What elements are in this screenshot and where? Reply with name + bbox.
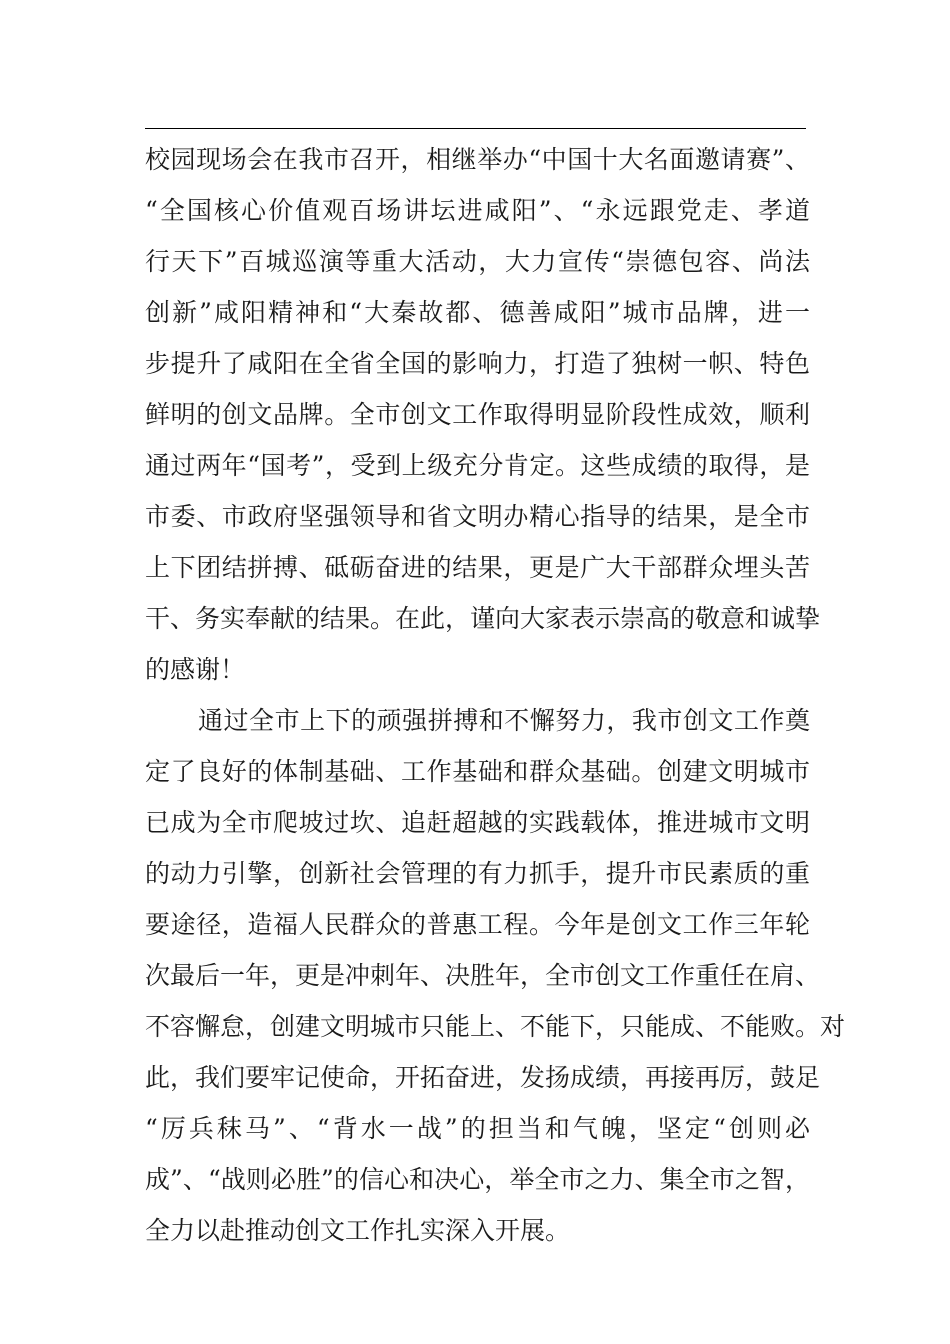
text-line: 定了良好的体制基础、工作基础和群众基础。创建文明城市 xyxy=(145,757,810,786)
text-line: 全力以赴推动创文工作扎实深入开展。 xyxy=(145,1216,571,1245)
text-line: “全国核心价值观百场讲坛进咸阳”、“永远跟党走、孝道 xyxy=(145,196,810,225)
text-line: 校园现场会在我市召开，相继举办“中国十大名面邀请赛”、 xyxy=(145,145,810,174)
text-line: 通过两年“国考”，受到上级充分肯定。这些成绩的取得，是 xyxy=(145,451,810,480)
text-line: 次最后一年，更是冲刺年、决胜年，全市创文工作重任在肩、 xyxy=(145,961,821,990)
text-line: 干、务实奉献的结果。在此，谨向大家表示崇高的敬意和诚挚 xyxy=(145,604,821,633)
text-line: 步提升了咸阳在全省全国的影响力，打造了独树一帜、特色 xyxy=(145,349,810,378)
text-line: 已成为全市爬坡过坎、追赶超越的实践载体，推进城市文明 xyxy=(145,808,810,837)
text-line: 通过全市上下的顽强拼搏和不懈努力，我市创文工作奠 xyxy=(198,706,810,735)
text-line: 成”、“战则必胜”的信心和决心，举全市之力、集全市之智， xyxy=(145,1165,810,1194)
paragraph-1 xyxy=(145,134,821,695)
text-line: 行天下”百城巡演等重大活动，大力宣传“崇德包容、尚法 xyxy=(145,247,810,276)
body-text xyxy=(145,134,846,1256)
text-line: 市委、市政府坚强领导和省文明办精心指导的结果，是全市 xyxy=(145,502,810,531)
text-line: 鲜明的创文品牌。全市创文工作取得明显阶段性成效，顺利 xyxy=(145,400,810,429)
text-line: 此，我们要牢记使命，开拓奋进，发扬成绩，再接再厉，鼓足 xyxy=(145,1063,821,1092)
text-line: 创新”咸阳精神和“大秦故都、德善咸阳”城市品牌，进一 xyxy=(145,298,810,327)
text-line: 不容懈怠，创建文明城市只能上、不能下，只能成、不能败。对 xyxy=(145,1012,846,1041)
text-line: 要途径，造福人民群众的普惠工程。今年是创文工作三年轮 xyxy=(145,910,810,939)
text-line: 的动力引擎，创新社会管理的有力抓手，提升市民素质的重 xyxy=(145,859,810,888)
header-rule xyxy=(145,128,806,129)
paragraph-2 xyxy=(145,695,846,1256)
text-line: “厉兵秣马”、“背水一战”的担当和气魄，坚定“创则必 xyxy=(145,1114,810,1143)
text-line: 的感谢！ xyxy=(145,655,246,684)
text-line: 上下团结拼搏、砥砺奋进的结果，更是广大干部群众埋头苦 xyxy=(145,553,810,582)
